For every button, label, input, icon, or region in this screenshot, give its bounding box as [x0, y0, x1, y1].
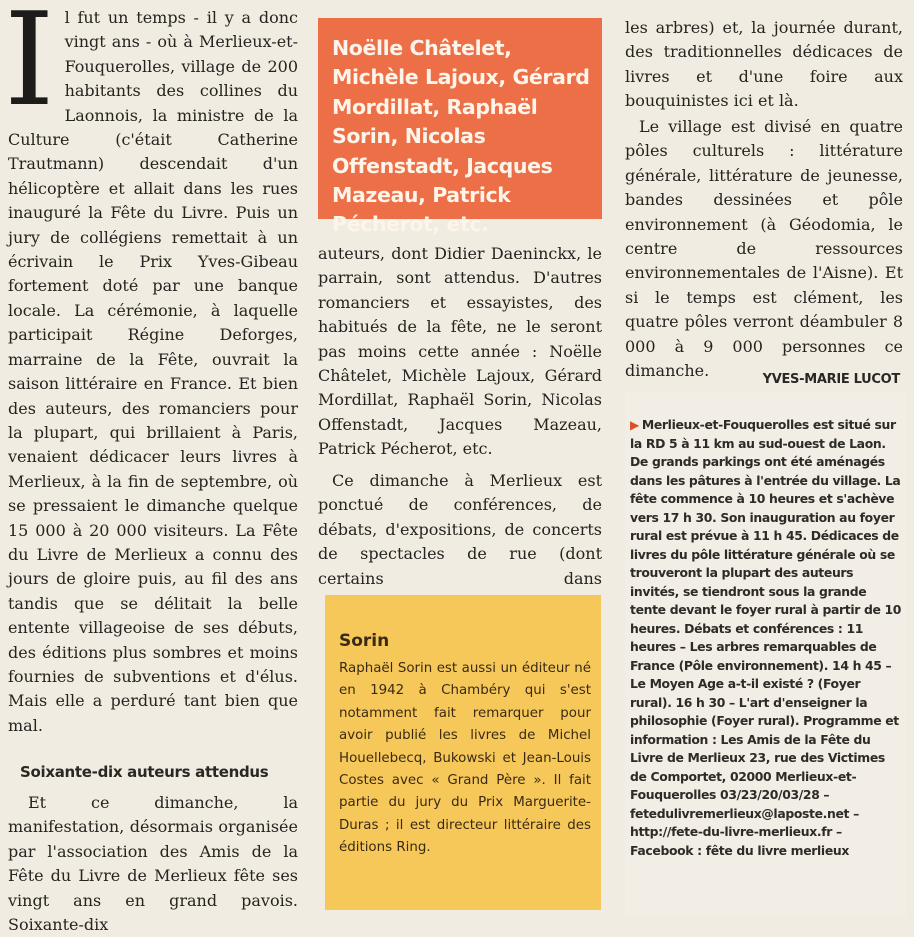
article-paragraph-2b: auteurs, dont Didier Daeninckx, le parrain, sont attendus. D'autres romanciers et essayistes, des habitués de la fête, ne le seront pas moins cette année : Noëlle Châtelet, Michèle Lajoux, Gérard Mordillat, Raphaël Sorin, Nicolas Offenstadt, Jacques Mazeau, Patrick Pécherot, etc.: [318, 244, 602, 459]
drop-cap: I: [4, 0, 55, 135]
article-paragraph-2a: Et ce dimanche, la manifestation, désormais organisée par l'association des Amis de la Fête du Livre de Merlieux fête ses vingt ans en grand pavois. Soixante-dix: [8, 793, 298, 935]
practical-info-box: [625, 392, 907, 917]
practical-info-body: Merlieux-et-Fouquerolles est situé sur la RD 5 à 11 km au sud-ouest de Laon. De grands parkings ont été aménagés dans les pâtures à l'entrée du village. La fête commence à 10 heures et s'achève vers 17 h 30. Son inauguration au foyer rural est prévue à 11 h 45. Dédicaces de livres du pôle littérature générale où se trouveront la plupart des auteurs invités, se tiendront sous la grande tente devant le foyer rural à partir de 10 heures. Débats et conférences : 11 heures – Les arbres remarquables de France (Pôle environnement). 14 h 45 – Le Moyen Age a-t-il existé ? (Foyer rural). 16 h 30 – L'art d'enseigner la philosophie (Foyer rural). Programme et information : Les Amis de la Fête du Livre de Merlieux 23, rue des Victimes de Comportet, 02000 Merlieux-et-Fouquerolles 03/23/20/03/28 – fetedulivremerlieux@laposte.net – http://fete-du-livre-merlieux.fr – Facebook : fête du livre merlieux: [630, 417, 902, 858]
pull-quote-text: Noëlle Châtelet, Michèle Lajoux, Gérard Mordillat, Raphaël Sorin, Nicolas Offenstadt, Jacques Mazeau, Patrick Pécherot, etc.: [332, 36, 590, 237]
sidebar-title: Sorin: [339, 631, 390, 651]
practical-info-text: [630, 416, 904, 860]
article-paragraph-4: Le village est divisé en quatre pôles culturels : littérature générale, littérature de jeunesse, bandes dessinées et pôle environnement (à Géodomia, le centre de ressources environnementales de l'Aisne). Et si le temps est clément, les quatre pôles verront déambuler 8 000 à 9 000 personnes ce dimanche.: [625, 117, 903, 381]
article-paragraph-3a: Ce dimanche à Merlieux est ponctué de conférences, de débats, d'expositions, de concerts de spectacles de rue (dont certains dans: [318, 471, 602, 588]
article-intro-text: l fut un temps - il y a donc vingt ans - où à Merlieux-et-Fouquerolles, village de 200 habitants des collines du Laonnois, la ministre de la Culture (c'était Catherine Trautmann) descendait d'un hélicoptère et allait dans les rues inauguré la Fête du Livre. Puis un jury de collégiens remettait à un écrivain le Prix Yves-Gibeau fortement doté par une banque locale. La cérémonie, à laquelle participait Régine Deforges, marraine de la Fête, ouvrait la saison littéraire en France. Et bien des auteurs, des romanciers pour la plupart, qui brillaient à Paris, venaient dédicacer leurs livres à Merlieux, à la fin de septembre, où se pressaient le dimanche quelque 15 000 à 20 000 visiteurs. La Fête du Livre de Merlieux a connu des jours de gloire puis, au fil des ans tandis que se délitait la belle entente villageoise de ses débuts, des éditions plus sombres et moins fournies de subventions et d'élus. Mais elle a perduré tant bien que mal.: [8, 8, 298, 735]
author-byline: YVES-MARIE LUCOT: [762, 372, 900, 387]
arrow-icon: ▶: [630, 418, 639, 432]
article-paragraph-intro: [4, 0, 298, 738]
sorin-sidebar: [325, 595, 601, 910]
article-paragraph-3b: les arbres) et, la journée durant, des traditionnelles dédicaces de livres et d'une foire aux bouquinistes ici et là.: [625, 18, 903, 111]
sidebar-body: Raphaël Sorin est aussi un éditeur né en 1942 à Chambéry qui s'est notamment fait remarquer pour avoir publié les livres de Michel Houellebecq, Bukowski et Jean-Louis Costes avec « Grand Père ». Il fait partie du jury du Prix Marguerite-Duras ; il est directeur littéraire des éditions Ring.: [339, 661, 591, 856]
subheading-auteurs: Soixante-dix auteurs attendus: [20, 763, 269, 781]
pull-quote: [318, 18, 602, 237]
